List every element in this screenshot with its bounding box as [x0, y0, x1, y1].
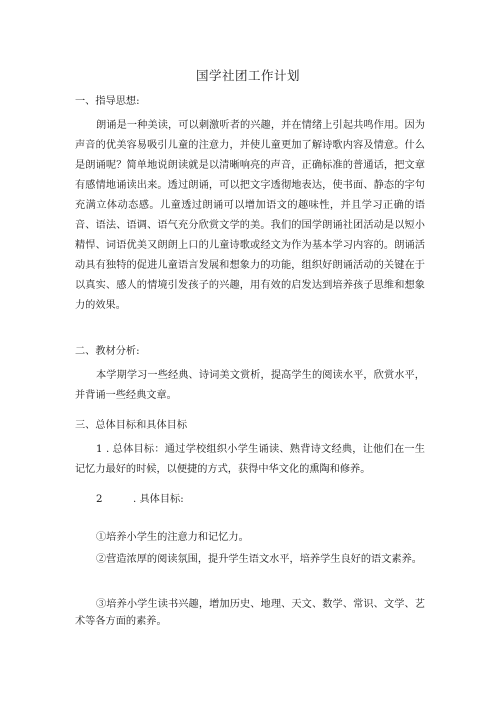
specific-goal-label: . 具体目标: [132, 494, 184, 505]
goal-item-2: ②营造浓厚的阅读氛围，提升学生语文水平，培养学生良好的语文素养。 [96, 554, 422, 565]
section-heading-guiding-ideology: 一、指导思想: [75, 96, 140, 107]
section-paragraph-material-analysis: 本学期学习一些经典、诗词美文赏析，提高学生的阅读水平，欣赏水平，并背诵一些经典文章。 [75, 370, 425, 401]
goal-item-3: ③培养小学生读书兴趣，增加历史、地理、天文、数学、常识、文学、艺术等各方面的素养。 [75, 599, 425, 627]
section-heading-goals: 三、总体目标和具体目标 [75, 420, 188, 431]
section-heading-material-analysis: 二、教材分析: [75, 346, 140, 357]
specific-goal-heading [96, 490, 426, 510]
specific-goal-number: 2 [96, 494, 103, 505]
overall-goal-paragraph: 1 . 总体目标：通过学校组织小学生诵读、熟背诗文经典，让他们在一生记忆力最好的时候，以便捷的方式，获得中华文化的熏陶和修养。 [75, 444, 425, 475]
document-title: 国学社团工作计划 [195, 68, 300, 83]
section-paragraph-guiding-ideology: 朗诵是一种美读，可以刺激听者的兴趣，并在情绪上引起共鸣作用。因为声音的优美容易吸引儿童的注意力，并使儿童更加了解诗歌内容及情意。什么是朗诵呢？简单地说朗读就是以清晰响亮的声音，正确标准的普通话，把文章有感情地诵读出来。透过朗诵，可以把文字透彻地表达，使书面、静态的字句充满立体动态感。儿童透过朗诵可以增加语文的趣味性，并且学习正确的语音、语法、语调、语气充分欣赏文学的美。我们的国学朗诵社团活动是以短小精悍、词语优美又朗朗上口的儿童诗歌或经文为作为基本学习内容的。朗诵活动具有独特的促进儿童语言发展和想象力的功能，组织好朗诵活动的关键在于以真实、感人的情境引发孩子的兴趣，用有效的启发达到培养孩子思维和想象力的效果。 [75, 120, 425, 311]
goal-item-1: ①培养小学生的注意力和记忆力。 [96, 532, 249, 543]
